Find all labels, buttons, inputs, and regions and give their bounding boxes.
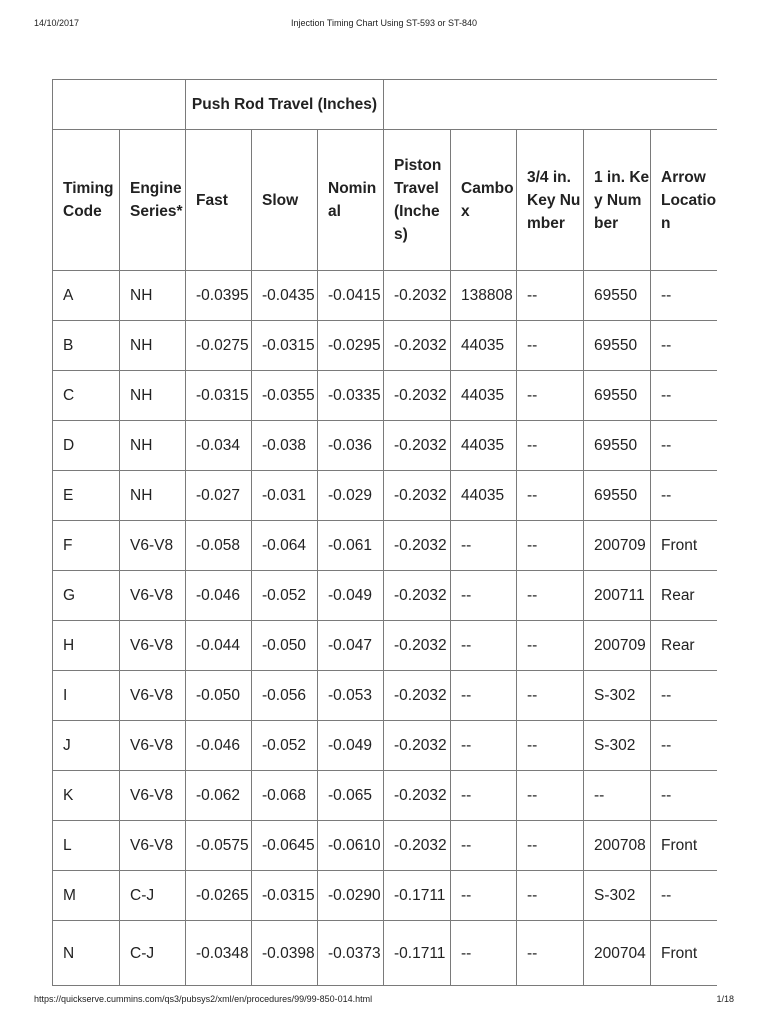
table-cell: NH	[120, 421, 186, 471]
table-cell: --	[451, 621, 517, 671]
table-cell: V6-V8	[120, 721, 186, 771]
table-cell: C-J	[120, 871, 186, 921]
group-header-blank-left	[53, 80, 186, 130]
table-cell: 138808	[451, 271, 517, 321]
table-cell: 44035	[451, 471, 517, 521]
column-header: Cambox	[451, 130, 517, 271]
table-cell: 69550	[584, 321, 651, 371]
table-cell: -0.031	[252, 471, 318, 521]
table-cell: -0.0315	[252, 321, 318, 371]
table-cell: -0.065	[318, 771, 384, 821]
table-cell: --	[451, 721, 517, 771]
table-row	[53, 821, 718, 871]
table-cell: -0.049	[318, 721, 384, 771]
table-cell: --	[451, 871, 517, 921]
table-cell: V6-V8	[120, 621, 186, 671]
table-row	[53, 771, 718, 821]
table-cell: --	[651, 271, 718, 321]
table-cell: -0.2032	[384, 671, 451, 721]
table-cell: -0.0290	[318, 871, 384, 921]
table-cell: --	[451, 921, 517, 986]
table-cell: -0.068	[252, 771, 318, 821]
table-cell: --	[517, 821, 584, 871]
table-cell: --	[651, 421, 718, 471]
table-cell: -0.2032	[384, 821, 451, 871]
table-cell: --	[651, 671, 718, 721]
table-cell: --	[517, 871, 584, 921]
table-cell: -0.0610	[318, 821, 384, 871]
table-cell: -0.0415	[318, 271, 384, 321]
table-body	[53, 271, 718, 986]
table-cell: 69550	[584, 371, 651, 421]
table-cell: -0.0348	[186, 921, 252, 986]
table-cell: 44035	[451, 321, 517, 371]
table-cell: --	[517, 271, 584, 321]
table-cell: -0.0265	[186, 871, 252, 921]
column-header: Engine Series*	[120, 130, 186, 271]
table-cell: -0.062	[186, 771, 252, 821]
group-header-blank-right	[384, 80, 718, 130]
column-header: 3/4 in. Key Number	[517, 130, 584, 271]
table-cell: --	[517, 321, 584, 371]
table-cell: V6-V8	[120, 671, 186, 721]
table-cell: I	[53, 671, 120, 721]
table-cell: --	[651, 871, 718, 921]
table-cell: --	[517, 471, 584, 521]
table-cell: S-302	[584, 721, 651, 771]
table-cell: Front	[651, 821, 718, 871]
table-cell: -0.0575	[186, 821, 252, 871]
table-row	[53, 621, 718, 671]
table-cell: H	[53, 621, 120, 671]
table-cell: NH	[120, 271, 186, 321]
table-cell: 200709	[584, 521, 651, 571]
column-header: Nominal	[318, 130, 384, 271]
table-cell: --	[517, 521, 584, 571]
table-cell: V6-V8	[120, 571, 186, 621]
table-cell: -0.064	[252, 521, 318, 571]
column-header: Arrow Location	[651, 130, 718, 271]
table-cell: --	[517, 371, 584, 421]
table-cell: --	[517, 621, 584, 671]
table-cell: -0.044	[186, 621, 252, 671]
table-cell: -0.052	[252, 721, 318, 771]
table-cell: V6-V8	[120, 771, 186, 821]
table-cell: -0.0335	[318, 371, 384, 421]
injection-timing-table	[52, 79, 717, 986]
table-cell: Rear	[651, 621, 718, 671]
table-cell: -0.049	[318, 571, 384, 621]
table-cell: --	[651, 721, 718, 771]
table-cell: V6-V8	[120, 821, 186, 871]
table-cell: 69550	[584, 471, 651, 521]
table-cell: A	[53, 271, 120, 321]
table-cell: 69550	[584, 421, 651, 471]
table-cell: N	[53, 921, 120, 986]
table-cell: M	[53, 871, 120, 921]
table-cell: --	[651, 771, 718, 821]
table-cell: --	[517, 721, 584, 771]
table-cell: -0.1711	[384, 871, 451, 921]
table-cell: --	[517, 571, 584, 621]
table-cell: 200704	[584, 921, 651, 986]
table-cell: -0.034	[186, 421, 252, 471]
table-row	[53, 371, 718, 421]
table-cell: --	[651, 371, 718, 421]
table-cell: -0.050	[252, 621, 318, 671]
table-cell: --	[451, 571, 517, 621]
column-header: Timing Code	[53, 130, 120, 271]
table-cell: 200711	[584, 571, 651, 621]
table-cell: --	[517, 921, 584, 986]
table-cell: NH	[120, 321, 186, 371]
table-cell: -0.038	[252, 421, 318, 471]
table-cell: -0.029	[318, 471, 384, 521]
table-cell: -0.2032	[384, 621, 451, 671]
table-cell: -0.0275	[186, 321, 252, 371]
table-cell: -0.2032	[384, 771, 451, 821]
table-cell: 69550	[584, 271, 651, 321]
table-cell: -0.056	[252, 671, 318, 721]
page-url: https://quickserve.cummins.com/qs3/pubsys2/xml/en/procedures/99/99-850-014.html	[34, 994, 373, 1004]
table-cell: -0.2032	[384, 371, 451, 421]
table-container	[52, 79, 717, 987]
table-cell: --	[451, 771, 517, 821]
table-cell: K	[53, 771, 120, 821]
table-cell: --	[517, 671, 584, 721]
table-cell: -0.058	[186, 521, 252, 571]
column-header: Piston Travel (Inches)	[384, 130, 451, 271]
table-cell: NH	[120, 371, 186, 421]
table-cell: -0.0645	[252, 821, 318, 871]
table-row	[53, 271, 718, 321]
table-cell: -0.046	[186, 571, 252, 621]
table-cell: L	[53, 821, 120, 871]
table-row	[53, 571, 718, 621]
table-cell: 44035	[451, 371, 517, 421]
table-cell: -0.2032	[384, 471, 451, 521]
table-row	[53, 521, 718, 571]
column-header: Slow	[252, 130, 318, 271]
print-date: 14/10/2017	[34, 18, 80, 28]
print-header	[0, 18, 768, 32]
table-cell: -0.0355	[252, 371, 318, 421]
table-cell: -0.0315	[252, 871, 318, 921]
table-cell: B	[53, 321, 120, 371]
table-cell: -0.0395	[186, 271, 252, 321]
table-cell: -0.0295	[318, 321, 384, 371]
print-footer	[0, 994, 768, 1008]
table-cell: -0.027	[186, 471, 252, 521]
table-cell: -0.047	[318, 621, 384, 671]
table-cell: C-J	[120, 921, 186, 986]
table-cell: -0.0373	[318, 921, 384, 986]
page-number: 1/18	[716, 994, 734, 1004]
table-row	[53, 321, 718, 371]
table-cell: 200709	[584, 621, 651, 671]
table-cell: S-302	[584, 671, 651, 721]
table-cell: -0.2032	[384, 521, 451, 571]
table-cell: --	[584, 771, 651, 821]
table-row	[53, 671, 718, 721]
column-header-row	[53, 130, 718, 271]
table-row	[53, 471, 718, 521]
table-cell: -0.053	[318, 671, 384, 721]
table-cell: -0.2032	[384, 571, 451, 621]
group-header-push-rod-travel: Push Rod Travel (Inches)	[186, 80, 384, 130]
table-cell: -0.061	[318, 521, 384, 571]
table-cell: Front	[651, 921, 718, 986]
table-cell: 200708	[584, 821, 651, 871]
table-cell: F	[53, 521, 120, 571]
table-cell: 44035	[451, 421, 517, 471]
table-cell: -0.2032	[384, 421, 451, 471]
table-cell: --	[517, 771, 584, 821]
table-cell: --	[651, 321, 718, 371]
table-cell: Rear	[651, 571, 718, 621]
table-cell: V6-V8	[120, 521, 186, 571]
table-cell: --	[651, 471, 718, 521]
table-cell: -0.050	[186, 671, 252, 721]
table-row	[53, 871, 718, 921]
page-title: Injection Timing Chart Using ST-593 or ST-840	[290, 18, 478, 28]
table-cell: --	[517, 421, 584, 471]
table-cell: NH	[120, 471, 186, 521]
column-header: Fast	[186, 130, 252, 271]
table-row	[53, 721, 718, 771]
table-cell: -0.2032	[384, 721, 451, 771]
table-cell: --	[451, 521, 517, 571]
table-cell: -0.0315	[186, 371, 252, 421]
table-cell: -0.046	[186, 721, 252, 771]
table-header	[53, 80, 718, 271]
table-cell: E	[53, 471, 120, 521]
table-cell: -0.1711	[384, 921, 451, 986]
group-header-row	[53, 80, 718, 130]
table-cell: -0.052	[252, 571, 318, 621]
table-cell: --	[451, 671, 517, 721]
table-cell: -0.2032	[384, 321, 451, 371]
table-cell: -0.2032	[384, 271, 451, 321]
table-row	[53, 921, 718, 986]
table-cell: J	[53, 721, 120, 771]
table-row	[53, 421, 718, 471]
table-cell: -0.0398	[252, 921, 318, 986]
column-header: 1 in. Key Number	[584, 130, 651, 271]
table-cell: -0.036	[318, 421, 384, 471]
table-cell: Front	[651, 521, 718, 571]
table-cell: D	[53, 421, 120, 471]
table-cell: G	[53, 571, 120, 621]
table-cell: S-302	[584, 871, 651, 921]
table-cell: --	[451, 821, 517, 871]
table-cell: C	[53, 371, 120, 421]
table-cell: -0.0435	[252, 271, 318, 321]
